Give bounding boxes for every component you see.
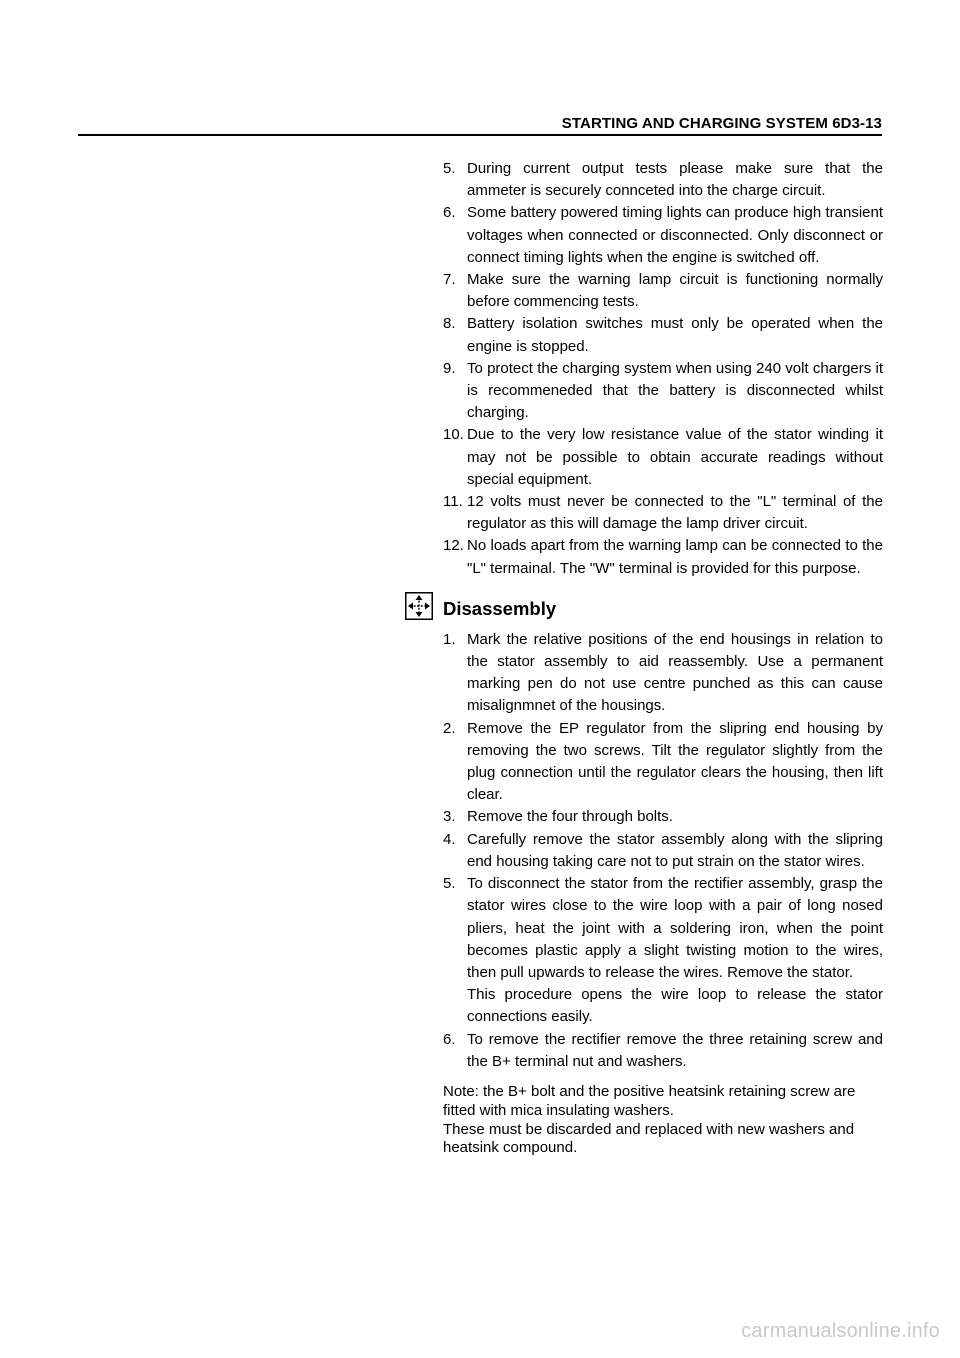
list-item	[443, 1029, 883, 1073]
note-line: heatsink compound.	[443, 1139, 578, 1157]
item-text: During current output tests please make sure that the ammeter is securely connceted into the charge circuit.	[467, 160, 883, 200]
disassembly-section-header	[443, 595, 883, 629]
item-number: 11.	[443, 493, 463, 511]
content-column	[443, 158, 883, 1158]
item-text: Remove the four through bolts.	[467, 808, 673, 826]
item-text: Some battery powered timing lights can produce high transient voltages when connected or disconnected. Only disconnect or connect timing lights when the engine is switched off.	[467, 204, 883, 266]
item-number: 2.	[443, 719, 456, 737]
move-arrows-icon	[405, 592, 433, 620]
disassembly-steps-list	[443, 629, 883, 1073]
item-text: Carefully remove the stator assembly along with the slipring end housing taking care not to put strain on the stator wires.	[467, 830, 883, 870]
page-header-title: STARTING AND CHARGING SYSTEM 6D3-13	[561, 115, 882, 132]
list-item	[443, 629, 883, 718]
list-item	[443, 202, 883, 269]
item-number: 5.	[443, 875, 456, 893]
item-text: To remove the rectifier remove the three retaining screw and the B+ terminal nut and washers.	[467, 1030, 883, 1070]
item-text-continued: This procedure opens the wire loop to release the stator connections easily.	[467, 986, 883, 1026]
list-item	[443, 424, 883, 491]
list-item	[443, 535, 883, 579]
note-line: Note: the B+ bolt and the positive heatsink retaining screw are	[443, 1082, 856, 1100]
item-number: 8.	[443, 315, 456, 333]
item-text: Battery isolation switches must only be operated when the engine is stopped.	[467, 315, 883, 355]
item-number: 6.	[443, 204, 456, 222]
item-number: 12.	[443, 537, 464, 555]
precautions-list	[443, 158, 883, 580]
item-text: To disconnect the stator from the rectifier assembly, grasp the stator wires close to the wire loop with a pair of long nosed pliers, heat the joint with a soldering iron, when the point becomes plastic apply a slight twisting motion to the wires, then pull upwards to release the wires. Remove the stator.	[467, 875, 883, 981]
watermark: carmanualsonline.info	[741, 1320, 940, 1342]
list-item	[443, 269, 883, 313]
item-number: 9.	[443, 359, 456, 377]
item-text: Mark the relative positions of the end housings in relation to the stator assembly to aid reassembly. Use a permanent marking pen do not use centre punched as this can cause misalignmnet of the housings.	[467, 630, 883, 715]
list-item	[443, 718, 883, 807]
list-item	[443, 158, 883, 202]
item-number: 4.	[443, 830, 456, 848]
list-item	[443, 829, 883, 873]
header-divider	[78, 134, 882, 136]
list-item	[443, 313, 883, 357]
item-text: Remove the EP regulator from the slipring end housing by removing the two screws. Tilt the regulator slightly from the plug connection until the regulator clears the housing, then lift clear.	[467, 719, 883, 804]
item-number: 6.	[443, 1030, 456, 1048]
item-text: Due to the very low resistance value of the stator winding it may not be possible to obtain accurate readings without special equipment.	[467, 426, 883, 488]
section-title: Disassembly	[443, 597, 557, 619]
item-number: 3.	[443, 808, 456, 826]
item-number: 7.	[443, 271, 456, 289]
list-item	[443, 358, 883, 425]
item-text: To protect the charging system when using 240 volt chargers it is recommeneded that the battery is disconnected whilst charging.	[467, 359, 883, 422]
note-line: These must be discarded and replaced with new washers and	[443, 1120, 855, 1138]
note-block	[443, 1083, 883, 1158]
item-number: 5.	[443, 160, 456, 177]
item-text: 12 volts must never be connected to the "L" terminal of the regulator as this will damage the lamp driver circuit.	[467, 493, 883, 533]
list-item	[443, 491, 883, 535]
item-number: 10.	[443, 426, 464, 444]
list-item	[443, 873, 883, 1028]
item-text: No loads apart from the warning lamp can be connected to the "L" termainal. The "W" terminal is provided for this purpose.	[467, 537, 883, 577]
note-line: fitted with mica insulating washers.	[443, 1101, 674, 1119]
item-text: Make sure the warning lamp circuit is functioning normally before commencing tests.	[467, 271, 883, 311]
item-number: 1.	[443, 630, 456, 648]
list-item	[443, 806, 883, 828]
